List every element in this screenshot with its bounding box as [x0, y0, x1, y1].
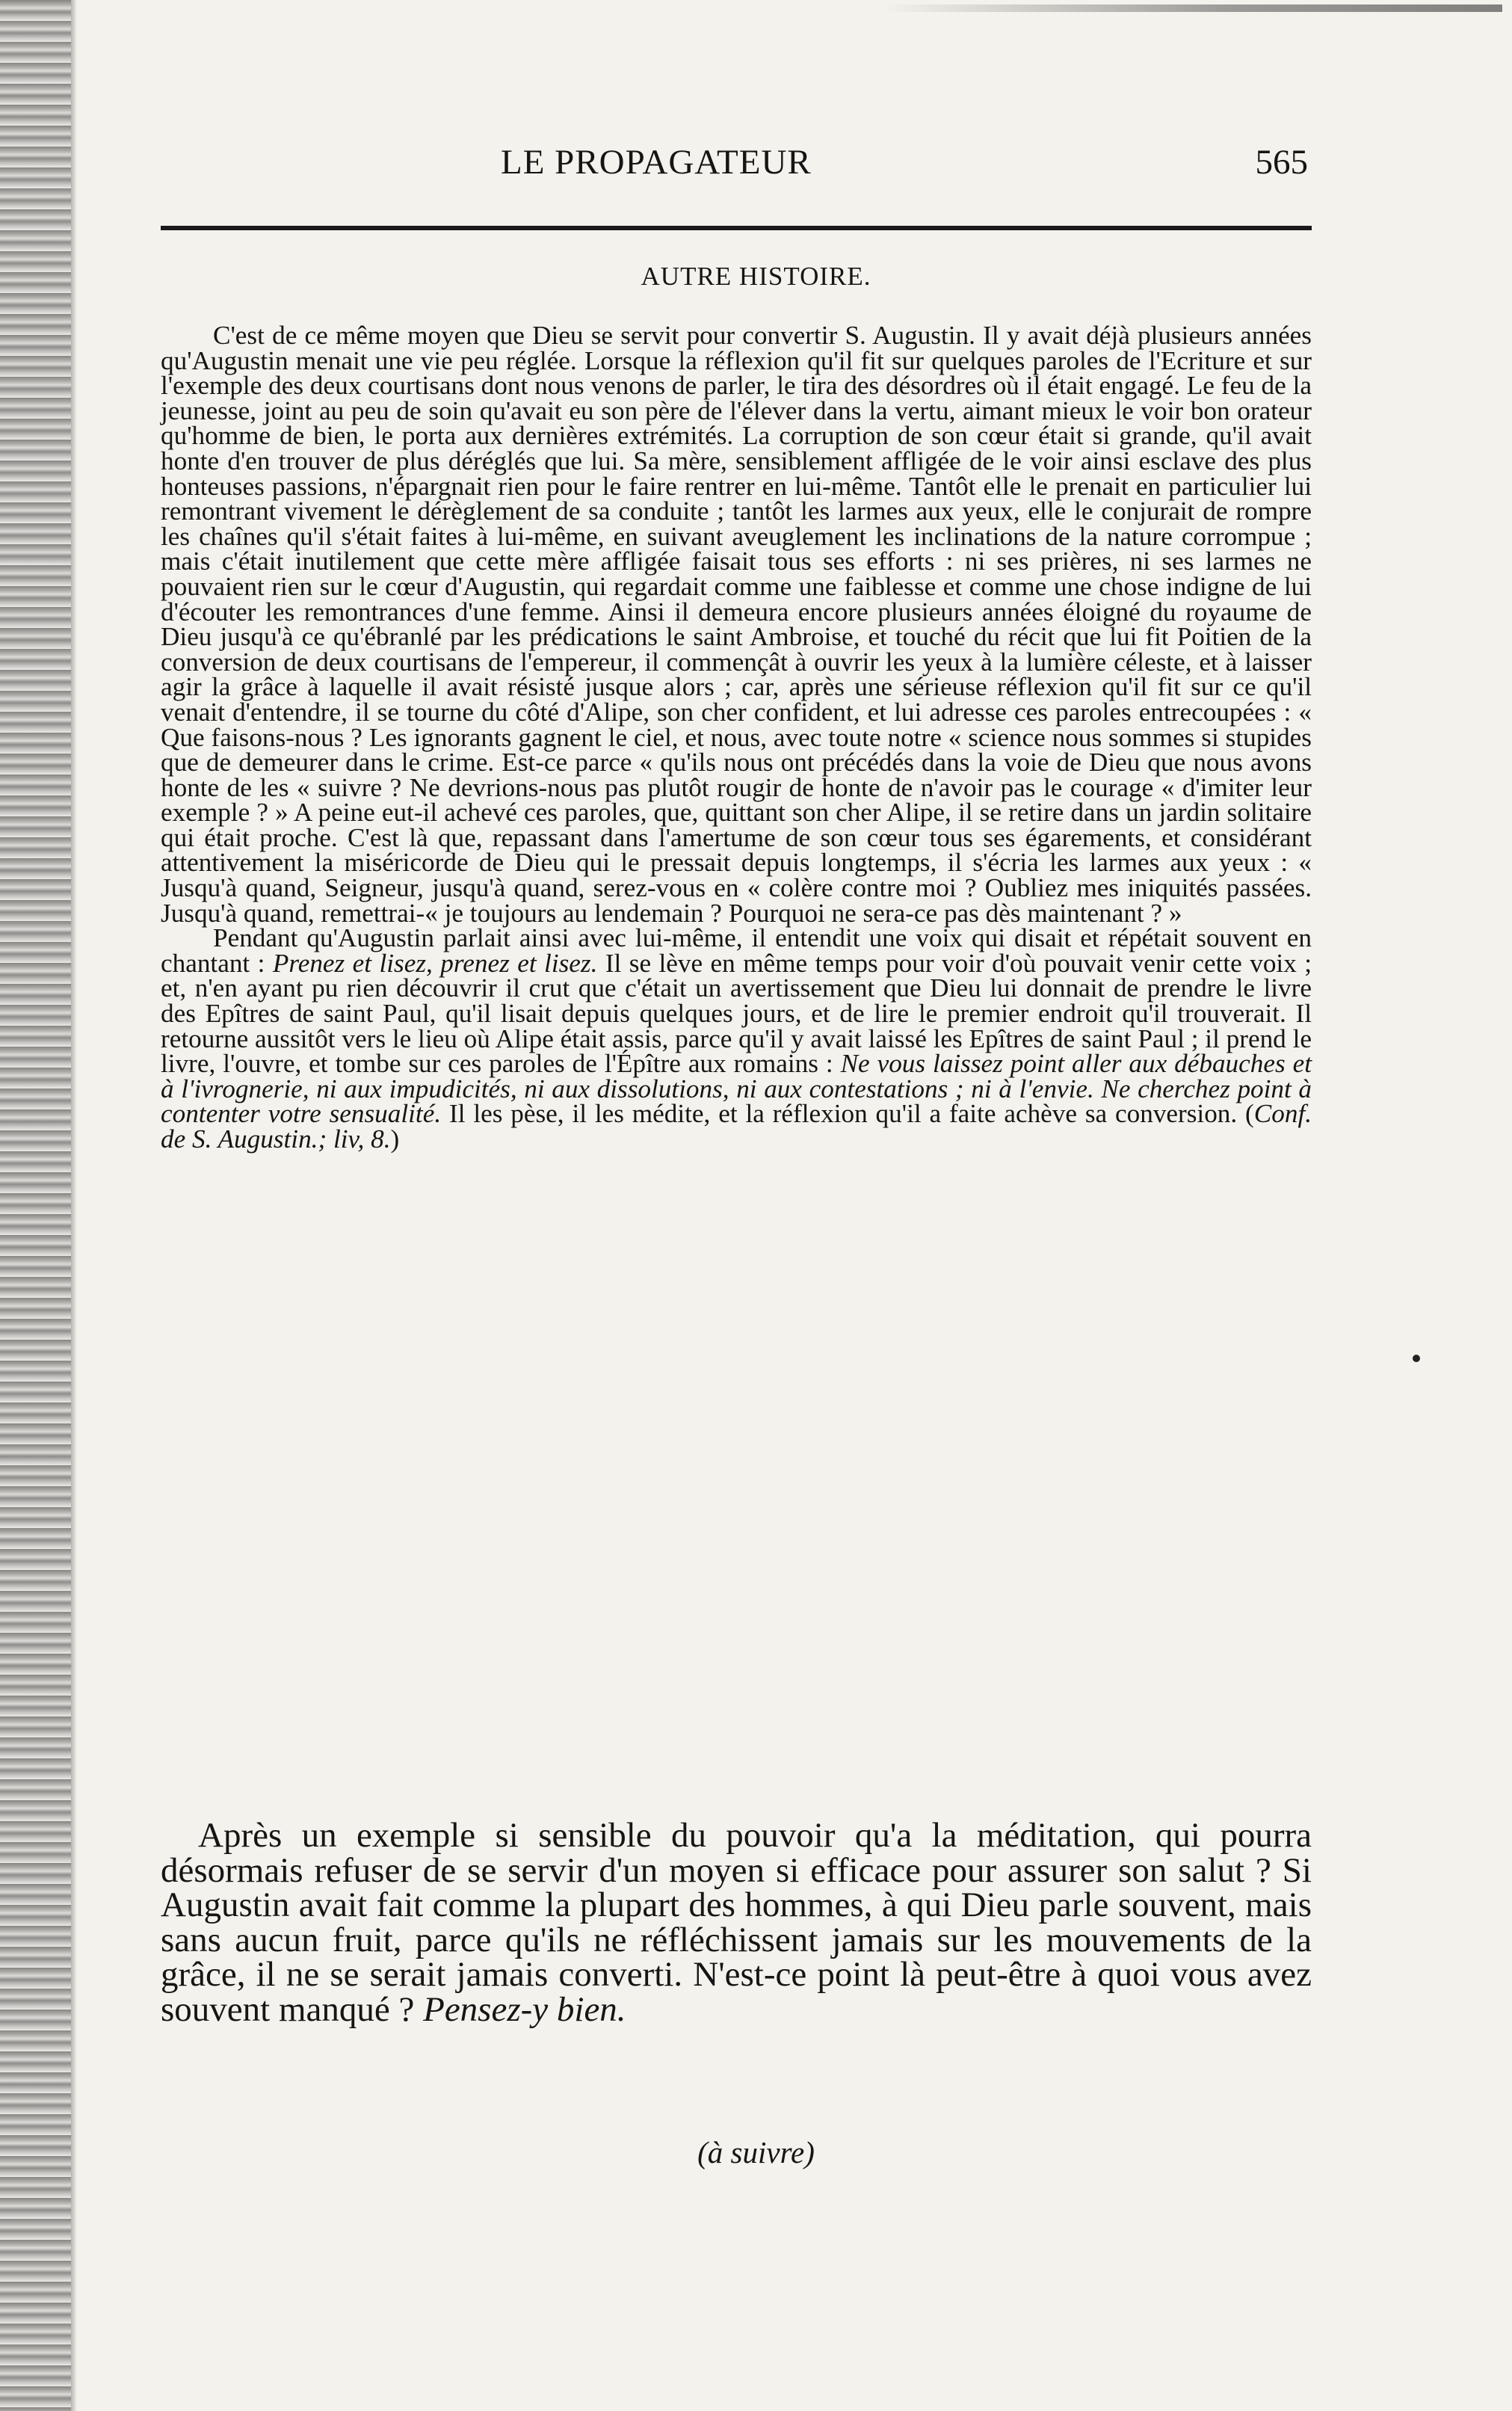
page-header — [161, 142, 1308, 194]
voice-quote: Prenez et lisez, prenez et lisez. — [272, 948, 598, 978]
section-title: AUTRE HISTOIRE. — [641, 262, 871, 291]
citation-close: ) — [390, 1124, 400, 1154]
running-title: LE PROPAGATEUR — [501, 143, 812, 182]
page-number: 565 — [1255, 143, 1308, 182]
reflection-body — [161, 1818, 1312, 2027]
reflection-closing: Pensez-y bien. — [423, 1989, 626, 2029]
reflection-paragraph — [161, 1818, 1312, 2027]
story-paragraph-1: C'est de ce même moyen que Dieu se servit pour convertir S. Augustin. Il y avait déjà plusieurs années qu'Augustin menait une vie peu réglée. Lorsque la réflexion qu'il fit sur quelques paroles de l'Ecriture et sur l'exemple des deux courtisans dont nous venons de parler, le tira des désordres où il était engagé. Le feu de la jeunesse, joint au peu de soin qu'avait eu son père de l'élever dans la vertu, aimant mieux le voir bon orateur qu'homme de bien, le porta aux dernières extrémités. La corruption de son cœur était si grande, qu'il avait honte d'en trouver de plus déréglés que lui. Sa mère, sensiblement affligée de le voir ainsi esclave des plus honteuses passions, n'épargnait rien pour le faire rentrer en lui-même. Tantôt elle le prenait en particulier lui remontrant vivement le dérèglement de sa conduite ; tantôt les larmes aux yeux, elle le conjurait de rompre les chaînes qu'il s'était faites à lui-même, en suivant aveuglement les inclinations de la nature corrompue ; mais c'était inutilement que cette mère affligée faisait tous ses efforts : ni ses prières, ni ses larmes ne pouvaient rien sur le cœur d'Augustin, qui regardait comme une faiblesse et comme une chose indigne de lui d'écouter les remontrances d'une femme. Ainsi il demeura encore plusieurs années éloigné du royaume de Dieu jusqu'à ce qu'ébranlé par les prédications le saint Ambroise, et touché du récit que lui fit Poitien de la conversion de deux courtisans de l'empereur, il commençât à ouvrir les yeux à la lumière céleste, et à laisser agir la grâce à laquelle il avait résisté jusque alors ; car, après une sérieuse réflexion qu'il fit sur ce qu'il venait d'entendre, il se tourne du côté d'Alipe, son cher confident, et lui adresse ces paroles entrecoupées : « Que faisons-nous ? Les ignorants gagnent le ciel, et nous, avec toute notre « science nous sommes si stupides que de demeurer dans le crime. Est-ce parce « qu'ils nous ont précédés dans la voie de Dieu que nous avons honte de les « suivre ? Ne devrions-nous pas plutôt rougir de honte de n'avoir pas le courage « d'imiter leur exemple ? » A peine eut-il achevé ces paroles, que, quittant son cher Alipe, il se retire dans un jardin solitaire qui était proche. C'est là que, repassant dans l'amertume de son cœur tous ses égarements, et considérant attentivement la miséricorde de Dieu qui le pressait depuis longtemps, il s'écria les larmes aux yeux : « Jusqu'à quand, Seigneur, jusqu'à quand, serez-vous en « colère contre moi ? Oubliez mes iniquités passées. Jusqu'à quand, remettrai-« je toujours au lendemain ? Pourquoi ne sera-ce pas dès maintenant ? » — [161, 321, 1312, 928]
reflection-text: Après un exemple si sensible du pouvoir qu'a la méditation, qui pourra désormais refuser de se servir d'un moyen si efficace pour assurer son salut ? Si Augustin avait fait comme la plupart des hommes, à qui Dieu parle souvent, mais sans aucun fruit, parce qu'ils ne réfléchissent jamais sur les mouvements de la grâce, il ne se serait jamais converti. N'est-ce point là peut-être à quoi vous avez souvent manqué ? — [161, 1816, 1312, 2029]
paragraph-2-start: Pendant qu'Augustin parlait ainsi avec lui-même, il entendit une voix qui disait et répétait souvent en chantant : — [161, 923, 1312, 978]
continuation-note: (à suivre) — [697, 2135, 815, 2170]
ink-speck — [1413, 1355, 1420, 1362]
paragraph-2-middle: Il se lève en même temps pour voir d'où pouvait venir cette voix ; et, n'en ayant pu rien découvrir il crut que c'était un avertissement que Dieu lui donnait de prendre le livre des Epîtres de saint Paul, qu'il lisait depuis quelques jours, et de lire le premier endroit qu'il trouverait. Il retourne aussitôt vers le lieu où Alipe était assis, parce qu'il y avait laissé les Epîtres de saint Paul ; il prend le livre, l'ouvre, et tombe sur ces paroles de l'Épître aux romains : — [161, 948, 1312, 1079]
paragraph-2-end: Il les pèse, il les médite, et la réflexion qu'il a faite achève sa conversion. ( — [441, 1099, 1254, 1129]
header-rule — [161, 226, 1312, 230]
book-binding-edge — [0, 0, 71, 2411]
citation: Conf. de S. Augustin.; liv, 8. — [161, 1099, 1312, 1154]
scan-noise — [882, 4, 1502, 12]
story-paragraph-2 — [161, 923, 1312, 1154]
binding-shadow — [71, 0, 77, 2411]
story-body — [161, 323, 1312, 1152]
scripture-quote: Ne vous laissez point aller aux débauches et à l'ivrognerie, ni aux impudicités, ni aux dissolutions, ni aux contestations ; ni à l'envie. Ne cherchez point à contenter votre sensualité. — [161, 1049, 1312, 1129]
